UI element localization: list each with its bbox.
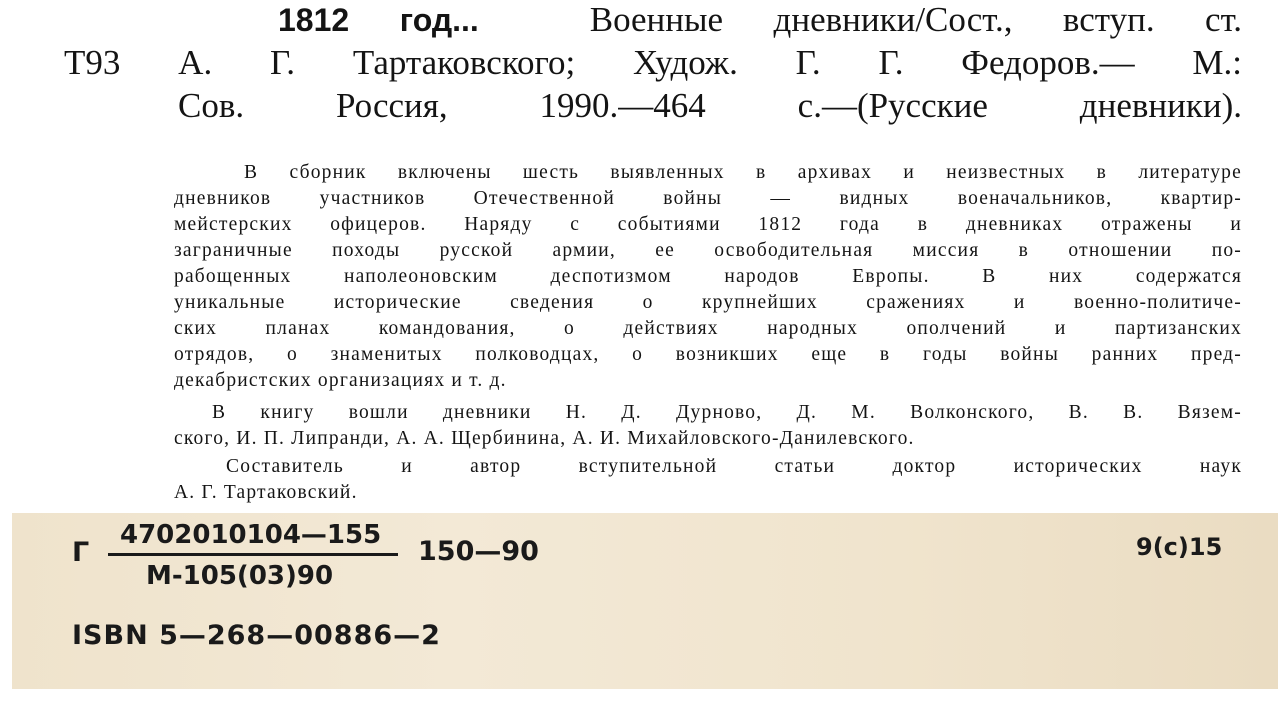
isbn: ISBN 5—268—00886—2 [72,620,441,651]
book-subtitle: Военные дневники/Сост., вступ. ст. [589,0,1243,39]
annotation-line: декабристских организациях и т. д. [174,370,507,391]
annotation-line: ского, И. П. Липранди, А. А. Щербинина, А. И. Михайловского-Данилевского. [174,428,915,449]
imprint-right-code: 9(с)15 [1136,533,1223,561]
annotation-line: А. Г. Тартаковский. [174,482,358,503]
bibliographic-line-3: Сов. Россия, 1990.—464 с.—(Русские дневники). [178,86,1242,125]
annotation-line: рабощенных наполеоновским деспотизмом народов Европы. В них содержатся [174,266,1242,287]
annotation-line: дневников участников Отечественной войны — видных военачальников, квартир- [174,188,1242,209]
imprint-letter: Г [72,537,90,568]
annotation-line: В книгу вошли дневники Н. Д. Дурново, Д. М. Волконского, В. В. Вязем- [212,402,1242,423]
annotation-line: Составитель и автор вступительной статьи доктор исторических наук [226,456,1242,477]
annotation-line: В сборник включены шесть выявленных в архивах и неизвестных в литературе [244,162,1242,183]
fraction-line [108,553,398,556]
annotation-line: ских планах командования, о действиях народных ополчений и партизанских [174,318,1242,339]
book-title-line [278,0,1242,40]
annotation-line: мейстерских офицеров. Наряду с событиями 1812 года в дневниках отражены и [174,214,1242,235]
imprint-price-code: 150—90 [418,536,539,567]
book-title: 1812 год... [278,2,479,38]
bibliographic-line-2: Т93 А. Г. Тартаковского; Худож. Г. Г. Федоров.— М.: [64,43,1242,82]
annotation-line: отрядов, о знаменитых полководцах, о возникших еще в годы войны ранних пред- [174,344,1242,365]
annotation-line: заграничные походы русской армии, ее освободительная миссия в отношении по- [174,240,1242,261]
annotation-line: уникальные исторические сведения о крупнейших сражениях и военно-политиче- [174,292,1242,313]
imprint-numerator: 4702010104—155 [120,520,382,550]
imprint-denominator: М-105(03)90 [146,561,334,591]
